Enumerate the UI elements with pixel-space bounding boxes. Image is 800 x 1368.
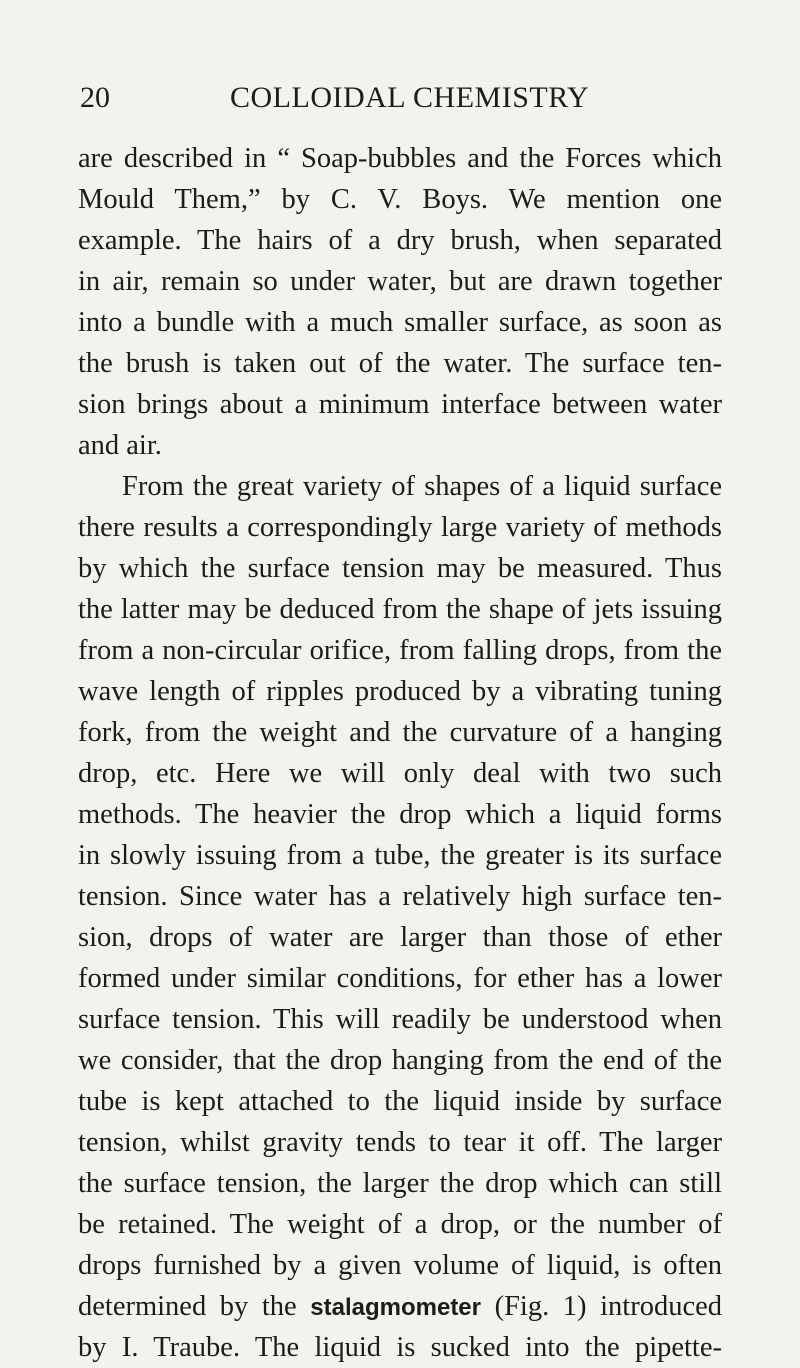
- text-line: methods. The heavier the drop which a liquid forms: [78, 799, 722, 830]
- text-line: sion, drops of water are larger than those of ether: [78, 922, 722, 953]
- text-line: Mould Them,” by C. V. Boys. We mention one: [78, 184, 722, 215]
- text-line: example. The hairs of a dry brush, when separated: [78, 225, 722, 256]
- text-line: surface tension. This will readily be understood when: [78, 1004, 722, 1035]
- text-line: into a bundle with a much smaller surface, as soon as: [78, 307, 722, 338]
- running-head-title: COLLOIDAL CHEMISTRY: [230, 81, 590, 114]
- text-line: by I. Traube. The liquid is sucked into the pipette-: [78, 1332, 722, 1363]
- text-line: in slowly issuing from a tube, the greater is its surface: [78, 840, 722, 871]
- body-text: [78, 138, 722, 1368]
- bold-term-stalagmometer: stalagmometer: [310, 1294, 481, 1321]
- text-line: the brush is taken out of the water. The surface ten-: [78, 348, 722, 379]
- text-line: [78, 1286, 722, 1327]
- page-number: 20: [80, 81, 110, 114]
- running-head: [80, 78, 720, 118]
- text-line: the surface tension, the larger the drop which can still: [78, 1168, 722, 1199]
- text-line: drop, etc. Here we will only deal with two such: [78, 758, 722, 789]
- text-line: there results a correspondingly large variety of methods: [78, 512, 722, 543]
- paragraph-2: [78, 466, 722, 1368]
- text-fragment: determined by the: [78, 1291, 311, 1322]
- text-fragment: (Fig. 1) introduced: [481, 1291, 722, 1322]
- text-line: tension, whilst gravity tends to tear it off. The larger: [78, 1127, 722, 1158]
- text-line: fork, from the weight and the curvature of a hanging: [78, 717, 722, 748]
- text-line: wave length of ripples produced by a vibrating tuning: [78, 676, 722, 707]
- text-line: we consider, that the drop hanging from the end of the: [78, 1045, 722, 1076]
- text-line: be retained. The weight of a drop, or the number of: [78, 1209, 722, 1240]
- text-line: tube is kept attached to the liquid inside by surface: [78, 1086, 722, 1117]
- text-line: are described in “ Soap-bubbles and the Forces which: [78, 143, 722, 174]
- text-line: sion brings about a minimum interface between water: [78, 389, 722, 420]
- text-line: tension. Since water has a relatively high surface ten-: [78, 881, 722, 912]
- text-line: in air, remain so under water, but are drawn together: [78, 266, 722, 297]
- paragraph-1: [78, 138, 722, 466]
- text-line: from a non-circular orifice, from falling drops, from the: [78, 635, 722, 666]
- text-line: by which the surface tension may be measured. Thus: [78, 553, 722, 584]
- text-line: drops furnished by a given volume of liquid, is often: [78, 1250, 722, 1281]
- text-line: the latter may be deduced from the shape of jets issuing: [78, 594, 722, 625]
- text-line: From the great variety of shapes of a liquid surface: [122, 471, 722, 502]
- text-line: formed under similar conditions, for ether has a lower: [78, 963, 722, 994]
- text-line: and air.: [78, 430, 162, 461]
